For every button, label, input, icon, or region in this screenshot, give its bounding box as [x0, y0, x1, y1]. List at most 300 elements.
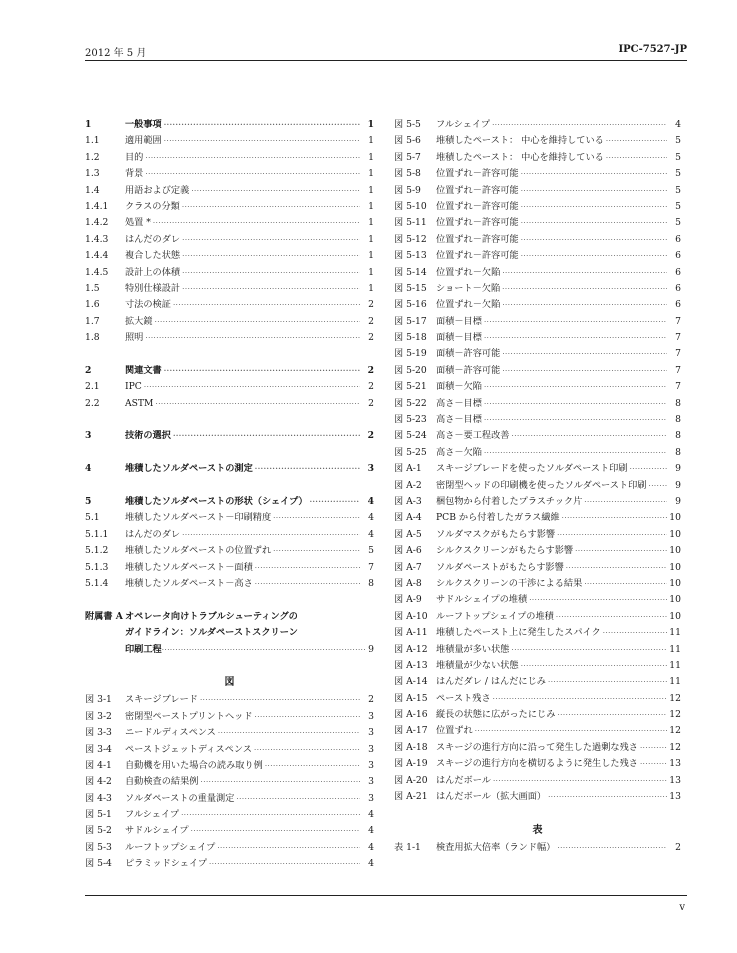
toc-entry[interactable] — [85, 133, 374, 149]
entry-number: 図 A-5 — [394, 528, 422, 540]
dot-leader — [493, 691, 667, 707]
entry-number: 図 5-15 — [394, 282, 427, 294]
toc-entry[interactable] — [85, 379, 374, 395]
appendix-page: 9 — [368, 643, 374, 655]
figure-entry[interactable] — [394, 494, 681, 510]
entry-page: 6 — [675, 233, 681, 245]
dot-leader — [556, 609, 667, 625]
entry-title: 拡大鏡 — [125, 315, 153, 327]
figure-entry[interactable] — [394, 740, 681, 756]
entry-number: 図 A-16 — [394, 709, 428, 721]
entry-title: 技術の選択 — [125, 430, 171, 442]
entry-number: 5.1.3 — [85, 561, 109, 573]
figure-entry[interactable] — [394, 609, 681, 625]
table-entry[interactable] — [394, 840, 681, 856]
entry-title: 位置ずれ－許容可能 — [436, 250, 519, 262]
entry-title: 密閉型ヘッドの印刷機を使ったソルダペースト印刷 — [436, 479, 647, 491]
toc-entry[interactable] — [85, 396, 374, 412]
entry-page: 8 — [675, 397, 681, 409]
dot-leader — [484, 396, 667, 412]
entry-page: 5 — [675, 135, 681, 147]
dot-leader — [512, 428, 668, 444]
entry-number: 図 A-6 — [394, 545, 422, 557]
entry-title: ルーフトップシェイプの堆積 — [436, 610, 554, 622]
entry-title: ソルダペーストがもたらす影響 — [436, 561, 564, 573]
entry-page: 7 — [675, 381, 681, 393]
dot-leader — [182, 199, 360, 215]
figure-entry[interactable] — [394, 642, 681, 658]
entry-page: 6 — [675, 250, 681, 262]
figure-entry[interactable] — [394, 527, 681, 543]
entry-title: 用語および定義 — [125, 184, 190, 196]
dot-leader — [606, 133, 667, 149]
entry-title: クラスの分類 — [125, 200, 180, 212]
figure-entry[interactable] — [85, 856, 374, 872]
figure-entry[interactable] — [85, 823, 374, 839]
entry-page: 1 — [368, 135, 374, 147]
dot-leader — [155, 314, 360, 330]
dot-leader — [502, 297, 667, 313]
toc-entry[interactable] — [85, 183, 374, 199]
entry-title: ニードルディスペンス — [125, 727, 216, 739]
dot-leader — [640, 740, 667, 756]
entry-page: 13 — [669, 758, 681, 770]
dot-leader — [557, 527, 667, 543]
entry-page: 7 — [675, 332, 681, 344]
entry-number: 図 5-1 — [85, 809, 112, 821]
entry-number: 図 A-14 — [394, 676, 428, 688]
figure-entry[interactable] — [394, 281, 681, 297]
figure-list-right — [394, 117, 681, 805]
footer-rule — [85, 895, 687, 896]
entry-title: 位置ずれ－許容可能 — [436, 233, 519, 245]
toc-entry[interactable] — [85, 117, 374, 133]
toc-entry[interactable] — [85, 166, 374, 182]
entry-number: 1.4.3 — [85, 233, 109, 245]
dot-leader — [218, 725, 360, 741]
figure-entry[interactable] — [85, 840, 374, 856]
entry-page: 7 — [675, 364, 681, 376]
dot-leader — [191, 183, 360, 199]
entry-page: 7 — [675, 315, 681, 327]
dot-leader — [521, 199, 667, 215]
figure-entry[interactable] — [85, 807, 374, 823]
dot-leader — [254, 742, 360, 758]
entry-page: 4 — [368, 825, 374, 837]
toc-entry[interactable] — [85, 215, 374, 231]
entry-number: 1.4 — [85, 184, 100, 196]
toc-entry[interactable] — [85, 576, 374, 592]
entry-page: 10 — [669, 545, 681, 557]
entry-page: 12 — [669, 709, 681, 721]
dot-leader — [557, 840, 667, 856]
entry-page: 11 — [669, 659, 681, 671]
dot-leader — [502, 281, 667, 297]
figures-heading: 図 — [224, 677, 235, 689]
dot-leader — [273, 510, 360, 526]
entry-number: 1.2 — [85, 151, 100, 163]
entry-title: 寸法の検証 — [125, 299, 171, 311]
figure-entry[interactable] — [394, 461, 681, 477]
entry-title: 堆積したペースト上に発生したスパイク — [436, 627, 601, 639]
dot-leader — [155, 396, 360, 412]
toc-entry[interactable] — [85, 248, 374, 264]
dot-leader — [164, 363, 360, 379]
toc-entry[interactable] — [85, 265, 374, 281]
entry-page: 2 — [368, 332, 374, 344]
entry-title: 関連文書 — [125, 364, 162, 376]
figure-entry[interactable] — [394, 658, 681, 674]
appendix-number: 附属書 A — [85, 610, 123, 622]
entry-page: 1 — [368, 282, 374, 294]
entry-page: 4 — [368, 512, 374, 524]
figure-entry[interactable] — [394, 691, 681, 707]
figure-entry[interactable] — [85, 758, 374, 774]
entry-number: 図 3-2 — [85, 710, 112, 722]
entry-number: 図 5-14 — [394, 266, 427, 278]
entry-title: 位置ずれ－欠陥 — [436, 299, 501, 311]
dot-leader — [557, 707, 667, 723]
entry-page: 4 — [368, 809, 374, 821]
entry-title: 位置ずれ－許容可能 — [436, 217, 519, 229]
dot-leader — [502, 346, 667, 362]
figure-entry[interactable] — [394, 543, 681, 559]
entry-number: 図 5-2 — [85, 825, 112, 837]
entry-number: 5.1.4 — [85, 577, 109, 589]
dot-leader — [181, 807, 360, 823]
dot-leader — [648, 478, 667, 494]
entry-page: 4 — [368, 841, 374, 853]
dot-leader — [201, 774, 361, 790]
entry-page: 10 — [669, 528, 681, 540]
figure-entry[interactable] — [394, 576, 681, 592]
entry-number: 2 — [85, 364, 92, 376]
dot-leader — [255, 560, 360, 576]
entry-page: 11 — [669, 643, 681, 655]
entry-number: 図 A-4 — [394, 512, 422, 524]
figure-entry[interactable] — [394, 133, 681, 149]
toc-entry[interactable] — [85, 428, 374, 444]
entry-number: 5 — [85, 495, 92, 507]
figure-entry[interactable] — [394, 265, 681, 281]
entry-title: 堆積したソルダペースト－印刷精度 — [125, 512, 272, 524]
toc-left-column — [85, 117, 374, 873]
figure-entry[interactable] — [394, 707, 681, 723]
entry-title: 照明 — [125, 332, 144, 344]
entry-title: 堆積したソルダペーストの位置ずれ — [125, 545, 272, 557]
header-date: 2012 年 5 月 — [85, 48, 147, 59]
dot-leader — [603, 625, 667, 641]
dot-leader — [521, 232, 667, 248]
entry-page: 5 — [368, 545, 374, 557]
entry-number: 図 5-22 — [394, 397, 427, 409]
entry-page: 1 — [368, 266, 374, 278]
entry-title: 背景 — [125, 168, 144, 180]
entry-title: 梱包物から付着したプラスチック片 — [436, 495, 583, 507]
entry-title: はんだのダレ — [125, 233, 181, 245]
figure-entry[interactable] — [394, 412, 681, 428]
dot-leader — [548, 789, 667, 805]
entry-number: 図 A-2 — [394, 479, 422, 491]
toc-entry[interactable] — [85, 281, 374, 297]
entry-number: 図 A-1 — [394, 463, 422, 475]
dot-leader — [640, 756, 667, 772]
toc-entry[interactable] — [85, 510, 374, 526]
dot-leader — [562, 510, 667, 526]
entry-title: 特別仕様設計 — [125, 282, 181, 294]
entry-title: IPC — [125, 381, 142, 393]
entry-page: 9 — [675, 463, 681, 475]
dot-leader — [575, 543, 667, 559]
entry-number: 1.6 — [85, 299, 100, 311]
entry-page: 7 — [368, 561, 374, 573]
figure-entry[interactable] — [394, 625, 681, 641]
entry-title: ルーフトップシェイプ — [125, 841, 216, 853]
dot-leader — [200, 692, 360, 708]
entry-number: 図 5-5 — [394, 119, 421, 130]
entry-page: 2 — [367, 430, 374, 442]
figure-entry[interactable] — [394, 428, 681, 444]
figure-entry[interactable] — [394, 166, 681, 182]
entry-title: スキージブレード — [125, 694, 198, 706]
entry-title: 面積－目標 — [436, 332, 482, 344]
entry-page: 2 — [368, 381, 374, 393]
entry-page: 4 — [675, 119, 681, 130]
header-doc-id: IPC-7527-JP — [618, 44, 687, 55]
entry-page: 3 — [368, 792, 374, 804]
entry-page: 6 — [675, 299, 681, 311]
entry-title: 面積－欠陥 — [436, 381, 482, 393]
figure-entry[interactable] — [85, 725, 374, 741]
figure-entry[interactable] — [85, 791, 374, 807]
figure-entry[interactable] — [394, 674, 681, 690]
figure-entry[interactable] — [394, 363, 681, 379]
toc-entry[interactable] — [85, 330, 374, 346]
entry-number: 図 A-3 — [394, 495, 422, 507]
dot-leader — [548, 674, 667, 690]
entry-title: サドルシェイプ — [125, 825, 189, 837]
dot-leader — [153, 215, 360, 231]
entry-title: 高さ－要工程改善 — [436, 430, 510, 442]
entry-number: 図 A-7 — [394, 561, 422, 573]
dot-leader — [484, 379, 667, 395]
dot-leader — [255, 576, 360, 592]
toc-entry[interactable] — [85, 543, 374, 559]
entry-page: 4 — [368, 528, 374, 540]
entry-number: 図 A-18 — [394, 741, 428, 753]
entry-page: 5 — [675, 200, 681, 212]
dot-leader — [512, 642, 668, 658]
figure-entry[interactable] — [394, 445, 681, 461]
entry-page: 5 — [675, 184, 681, 196]
entry-number: 図 5-16 — [394, 299, 427, 311]
dot-leader — [493, 773, 667, 789]
toc-entry[interactable] — [85, 494, 374, 510]
entry-page: 5 — [675, 168, 681, 180]
figure-list-left — [85, 692, 374, 872]
entry-title: シルクスクリーンがもたらす影響 — [436, 545, 574, 557]
entry-number: 図 5-18 — [394, 332, 427, 344]
dot-leader — [182, 281, 360, 297]
entry-page: 2 — [368, 299, 374, 311]
toc-entry[interactable] — [85, 150, 374, 166]
entry-page: 4 — [368, 858, 374, 870]
figure-entry[interactable] — [394, 117, 681, 133]
dot-leader — [144, 379, 360, 395]
entry-page: 10 — [669, 561, 681, 573]
dot-leader — [145, 166, 360, 182]
entry-title: 処置 * — [125, 217, 151, 229]
entry-page: 1 — [368, 168, 374, 180]
entry-page: 1 — [368, 250, 374, 262]
figure-entry[interactable] — [394, 297, 681, 313]
entry-title: スキージブレードを使ったソルダペースト印刷 — [436, 463, 628, 475]
toc-entry[interactable] — [85, 232, 374, 248]
figure-entry[interactable] — [85, 692, 374, 708]
toc-entry[interactable] — [85, 199, 374, 215]
dot-leader — [502, 363, 667, 379]
entry-title: 一般事項 — [125, 119, 162, 130]
entry-number: 1.8 — [85, 332, 100, 344]
figure-entry[interactable] — [394, 215, 681, 231]
entry-title: 堆積したペースト： 中心を維持している — [436, 135, 604, 147]
entry-title: シルクスクリーンの干渉による結果 — [436, 577, 583, 589]
dot-leader — [529, 592, 667, 608]
dot-leader — [173, 428, 360, 444]
entry-number: 1.7 — [85, 315, 100, 327]
entry-number: 図 5-10 — [394, 200, 427, 212]
figure-entry[interactable] — [394, 560, 681, 576]
appendix-title-line3: 印刷工程 — [125, 643, 162, 655]
entry-page: 1 — [368, 151, 374, 163]
dot-leader — [584, 494, 667, 510]
entry-number: 図 A-10 — [394, 610, 428, 622]
page-number: v — [679, 902, 685, 913]
figure-entry[interactable] — [394, 314, 681, 330]
dot-leader — [521, 166, 667, 182]
entry-page: 8 — [675, 414, 681, 426]
figure-entry[interactable] — [394, 773, 681, 789]
dot-leader — [310, 494, 360, 510]
toc-entry[interactable] — [85, 297, 374, 313]
figure-entry[interactable] — [394, 789, 681, 805]
figure-entry[interactable] — [394, 248, 681, 264]
entry-title: ソルダペーストの重量測定 — [125, 792, 235, 804]
entry-title: 位置ずれ－許容可能 — [436, 200, 519, 212]
entry-title: 密閉型ペーストプリントヘッド — [125, 710, 253, 722]
figure-entry[interactable] — [394, 396, 681, 412]
entry-page: 12 — [669, 692, 681, 704]
entry-page: 12 — [669, 741, 681, 753]
entry-page: 9 — [675, 495, 681, 507]
figure-entry[interactable] — [394, 510, 681, 526]
entry-page: 8 — [675, 430, 681, 442]
entry-title: 縦長の状態に広がったにじみ — [436, 709, 556, 721]
toc-entry[interactable] — [85, 527, 374, 543]
dot-leader — [521, 215, 667, 231]
dot-leader — [255, 709, 360, 725]
figure-entry[interactable] — [394, 592, 681, 608]
entry-number: 1.5 — [85, 282, 100, 294]
figure-entry[interactable] — [394, 379, 681, 395]
entry-number: 5.1 — [85, 512, 100, 524]
entry-number: 図 A-12 — [394, 643, 428, 655]
dot-leader — [521, 248, 667, 264]
entry-title: 堆積したペースト： 中心を維持している — [436, 151, 604, 163]
entry-number: 図 4-3 — [85, 792, 112, 804]
toc-appendix-entry[interactable] — [85, 609, 374, 658]
entry-page: 11 — [669, 627, 681, 639]
dot-leader — [164, 133, 360, 149]
entry-page: 9 — [675, 479, 681, 491]
entry-page: 1 — [367, 119, 374, 130]
entry-page: 8 — [675, 446, 681, 458]
entry-title: 堆積したソルダペースト－面積 — [125, 561, 253, 573]
dot-leader — [182, 527, 360, 543]
toc-entry[interactable] — [85, 363, 374, 379]
toc-right-column — [394, 117, 681, 856]
dot-leader — [484, 412, 667, 428]
figure-entry[interactable] — [394, 199, 681, 215]
entry-title: 適用範囲 — [125, 135, 162, 147]
figure-entry[interactable] — [394, 478, 681, 494]
entry-number: 図 5-12 — [394, 233, 427, 245]
entry-page: 13 — [669, 791, 681, 803]
entry-page: 5 — [675, 217, 681, 229]
entry-title: 自動機を用いた場合の読み取り例 — [125, 759, 263, 771]
toc-entry[interactable] — [85, 461, 374, 477]
entry-title: フルシェイプ — [436, 119, 491, 130]
entry-number: 3 — [85, 430, 92, 442]
figure-entry[interactable] — [394, 330, 681, 346]
figure-entry[interactable] — [394, 232, 681, 248]
entry-title: はんだのダレ — [125, 528, 181, 540]
entry-title: 自動検査の結果例 — [125, 776, 199, 788]
entry-title: 堆積したソルダペースト－高さ — [125, 577, 253, 589]
entry-number: 図 5-25 — [394, 446, 427, 458]
figure-entry[interactable] — [394, 183, 681, 199]
dot-leader — [566, 560, 667, 576]
dot-leader — [164, 117, 360, 133]
entry-title: スキージの進行方向に沿って発生した過剰な残さ — [436, 741, 638, 753]
dot-leader — [255, 461, 360, 477]
entry-title: ソルダマスクがもたらす影響 — [436, 528, 556, 540]
dot-leader — [630, 461, 667, 477]
dot-leader — [182, 232, 360, 248]
entry-title: はんだダレ / はんだにじみ — [436, 676, 546, 688]
toc-entry[interactable] — [85, 560, 374, 576]
figure-entry[interactable] — [85, 774, 374, 790]
entry-number: 図 A-13 — [394, 659, 428, 671]
dot-leader — [475, 723, 667, 739]
entry-title: 位置ずれ－許容可能 — [436, 184, 519, 196]
figure-entry[interactable] — [85, 709, 374, 725]
toc-entry[interactable] — [85, 314, 374, 330]
dot-leader — [182, 265, 360, 281]
dot-leader — [492, 117, 667, 133]
figure-entry[interactable] — [394, 723, 681, 739]
entry-number: 図 5-4 — [85, 858, 112, 870]
entry-number: 図 5-9 — [394, 184, 421, 196]
entry-number: 1 — [85, 119, 92, 130]
entry-page: 5 — [675, 151, 681, 163]
figure-entry[interactable] — [85, 742, 374, 758]
figure-entry[interactable] — [394, 756, 681, 772]
figure-entry[interactable] — [394, 346, 681, 362]
entry-title: 堆積したソルダペーストの測定 — [125, 463, 253, 475]
figure-entry[interactable] — [394, 150, 681, 166]
entry-number: 図 3-3 — [85, 727, 112, 739]
